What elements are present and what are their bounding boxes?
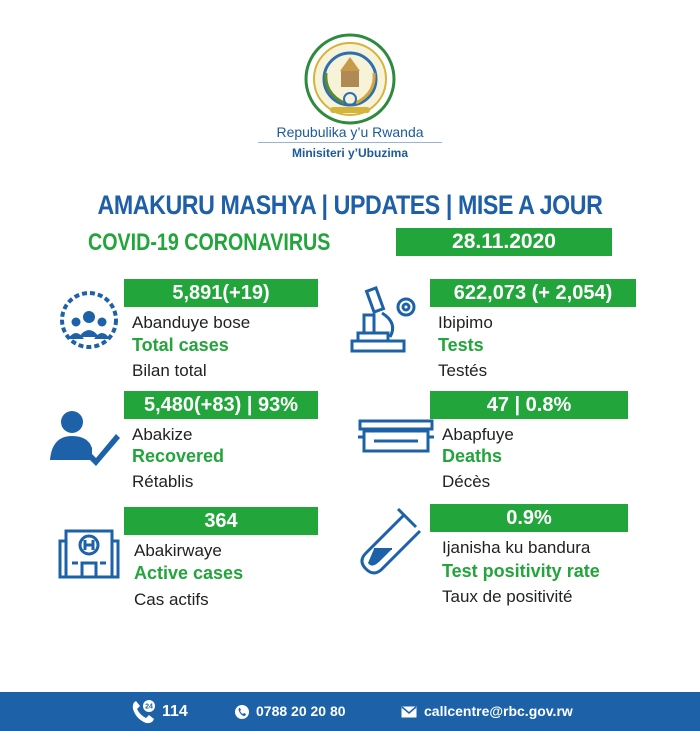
person-check-icon: [48, 408, 120, 470]
date-badge: 28.11.2020: [396, 228, 612, 256]
positivity-en: Test positivity rate: [442, 561, 600, 581]
republic-name: Repubulika y’u Rwanda: [276, 124, 424, 140]
coffin-icon: [356, 417, 436, 455]
tests-rw: Ibipimo: [438, 313, 493, 332]
deaths-rw: Abapfuye: [442, 425, 514, 444]
tests-value: 622,073 (+ 2,054): [430, 279, 636, 307]
active-cases-fr: Cas actifs: [134, 590, 209, 609]
total-cases-value: 5,891(+19): [124, 279, 318, 307]
whatsapp-number[interactable]: 0788 20 20 80: [256, 703, 346, 719]
headline: AMAKURU MASHYA | UPDATES | MISE A JOUR: [97, 190, 603, 220]
active-cases-rw: Abakirwaye: [134, 541, 222, 560]
positivity-fr: Taux de positivité: [442, 587, 573, 606]
recovered-fr: Rétablis: [132, 472, 194, 491]
hotline-badge: 24: [145, 703, 153, 711]
test-tube-icon: [352, 503, 422, 579]
total-cases-en: Total cases: [132, 335, 229, 355]
deaths-fr: Décès: [442, 472, 491, 491]
tests-fr: Testés: [438, 361, 488, 380]
active-cases-value: 364: [124, 507, 318, 535]
ministry-name: Minisiteri y’Ubuzima: [291, 146, 409, 160]
recovered-rw: Abakize: [132, 425, 193, 444]
whatsapp-icon: [234, 704, 250, 720]
positivity-value: 0.9%: [430, 504, 628, 532]
deaths-en: Deaths: [442, 446, 503, 466]
divider: [258, 142, 442, 143]
recovered-value: 5,480(+83) | 93%: [124, 391, 318, 419]
positivity-rw: Ijanisha ku bandura: [442, 538, 591, 557]
subtitle: COVID-19 CORONAVIRUS: [88, 229, 331, 256]
deaths-value: 47 | 0.8%: [430, 391, 628, 419]
hotline-number[interactable]: 114: [162, 703, 188, 720]
rwanda-seal-logo: [304, 33, 396, 125]
hospital-icon: [58, 519, 120, 581]
total-cases-fr: Bilan total: [132, 361, 207, 380]
phone-24-icon: [130, 699, 156, 725]
microscope-icon: [344, 283, 424, 355]
recovered-en: Recovered: [132, 446, 225, 466]
group-virus-icon: [58, 289, 120, 351]
footer-bar: [0, 692, 700, 731]
email-address[interactable]: callcentre@rbc.gov.rw: [424, 703, 573, 719]
email-icon: [401, 706, 417, 718]
total-cases-rw: Abanduye bose: [132, 313, 251, 332]
active-cases-en: Active cases: [134, 563, 244, 583]
tests-en: Tests: [438, 335, 484, 355]
